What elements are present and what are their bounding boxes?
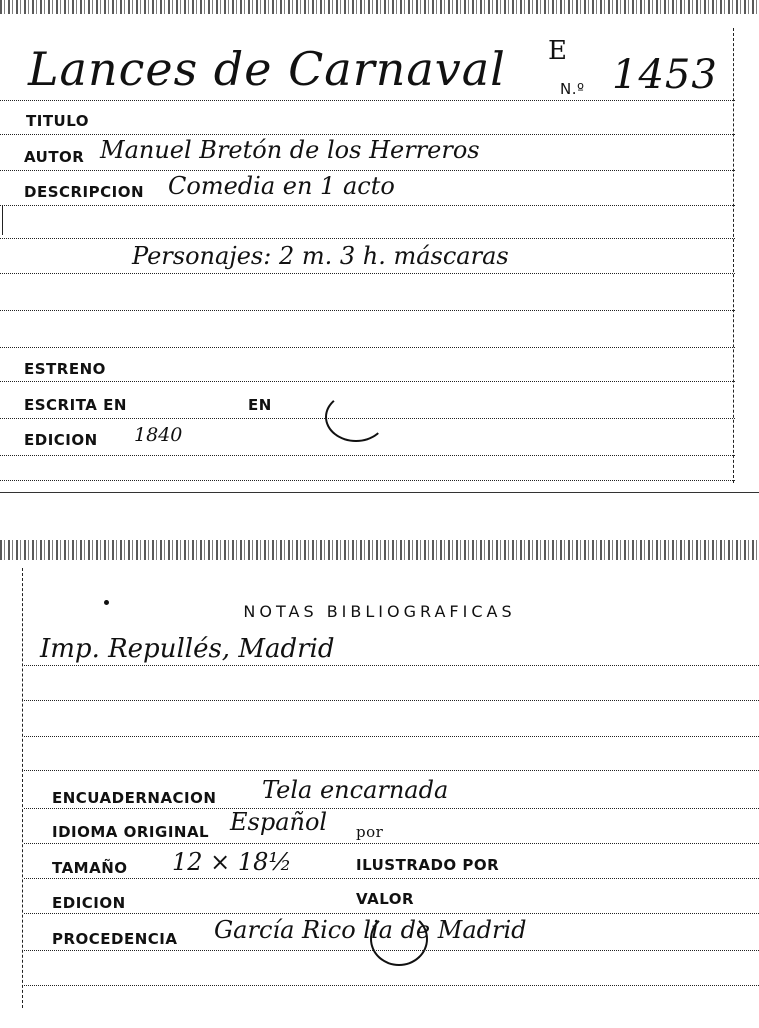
notes-value: Imp. Repullés, Madrid [40, 634, 335, 664]
label-edicion-2: EDICION [52, 894, 126, 912]
label-estreno: ESTRENO [24, 360, 106, 378]
idioma-value: Español [230, 808, 328, 836]
label-idioma-original: IDIOMA ORIGINAL [52, 823, 210, 841]
label-valor: VALOR [356, 890, 415, 908]
procedencia-value: García Rico lia de Madrid [214, 916, 527, 944]
tamano-value: 12 × 18½ [172, 848, 292, 876]
number-value: 1453 [612, 52, 718, 98]
label-escrita-en: ESCRITA EN [24, 396, 127, 414]
rule-line [0, 455, 735, 456]
rule-line [0, 347, 735, 348]
rule-line [24, 950, 759, 951]
card-torn-edge [0, 540, 759, 560]
rule-line [24, 843, 759, 844]
ink-dot [104, 600, 109, 605]
rule-line [24, 770, 759, 771]
card-separator [0, 492, 759, 493]
encuadernacion-value: Tela encarnada [262, 776, 449, 804]
card-right-border [733, 28, 734, 483]
autor-value: Manuel Bretón de los Herreros [100, 136, 480, 164]
rule-line [0, 310, 735, 311]
label-edicion: EDICION [24, 431, 98, 449]
descripcion-value: Comedia en 1 acto [168, 172, 395, 200]
rule-line [24, 700, 759, 701]
rule-line [0, 480, 735, 481]
label-titulo: TITULO [26, 112, 89, 130]
catalog-card-top [0, 0, 759, 495]
rule-line [0, 273, 735, 274]
card-left-border [22, 568, 23, 1008]
catalog-card-bottom [0, 540, 759, 1028]
rule-line [0, 170, 735, 171]
card-torn-edge [0, 0, 759, 14]
rule-line [24, 665, 759, 666]
label-ilustrado-por: ILUSTRADO POR [356, 856, 500, 874]
rule-line [0, 238, 735, 239]
label-encuadernacion: ENCUADERNACION [52, 789, 217, 807]
rule-line [0, 134, 735, 135]
number-label: N.º [560, 80, 585, 98]
rule-line [0, 100, 735, 101]
rule-line [24, 736, 759, 737]
rule-line [0, 205, 735, 206]
rule-line [24, 808, 759, 809]
label-por: por [356, 823, 384, 841]
edicion-value: 1840 [134, 424, 183, 446]
number-letter: E [548, 36, 567, 66]
personajes-value: Personajes: 2 m. 3 h. máscaras [132, 242, 509, 270]
rule-line [0, 381, 735, 382]
notas-heading: NOTAS BIBLIOGRAFICAS [243, 602, 516, 621]
label-descripcion: DESCRIPCION [24, 183, 145, 201]
rule-line [24, 878, 759, 879]
label-procedencia: PROCEDENCIA [52, 930, 178, 948]
stamp-mark [325, 392, 387, 442]
stamp-mark [370, 912, 428, 966]
label-autor: AUTOR [24, 148, 85, 166]
rule-line [24, 985, 759, 986]
title-handwritten: Lances de Carnaval [28, 42, 506, 96]
card-left-mark [2, 205, 3, 235]
label-en: EN [248, 396, 272, 414]
label-tamano: TAMAÑO [52, 859, 128, 877]
